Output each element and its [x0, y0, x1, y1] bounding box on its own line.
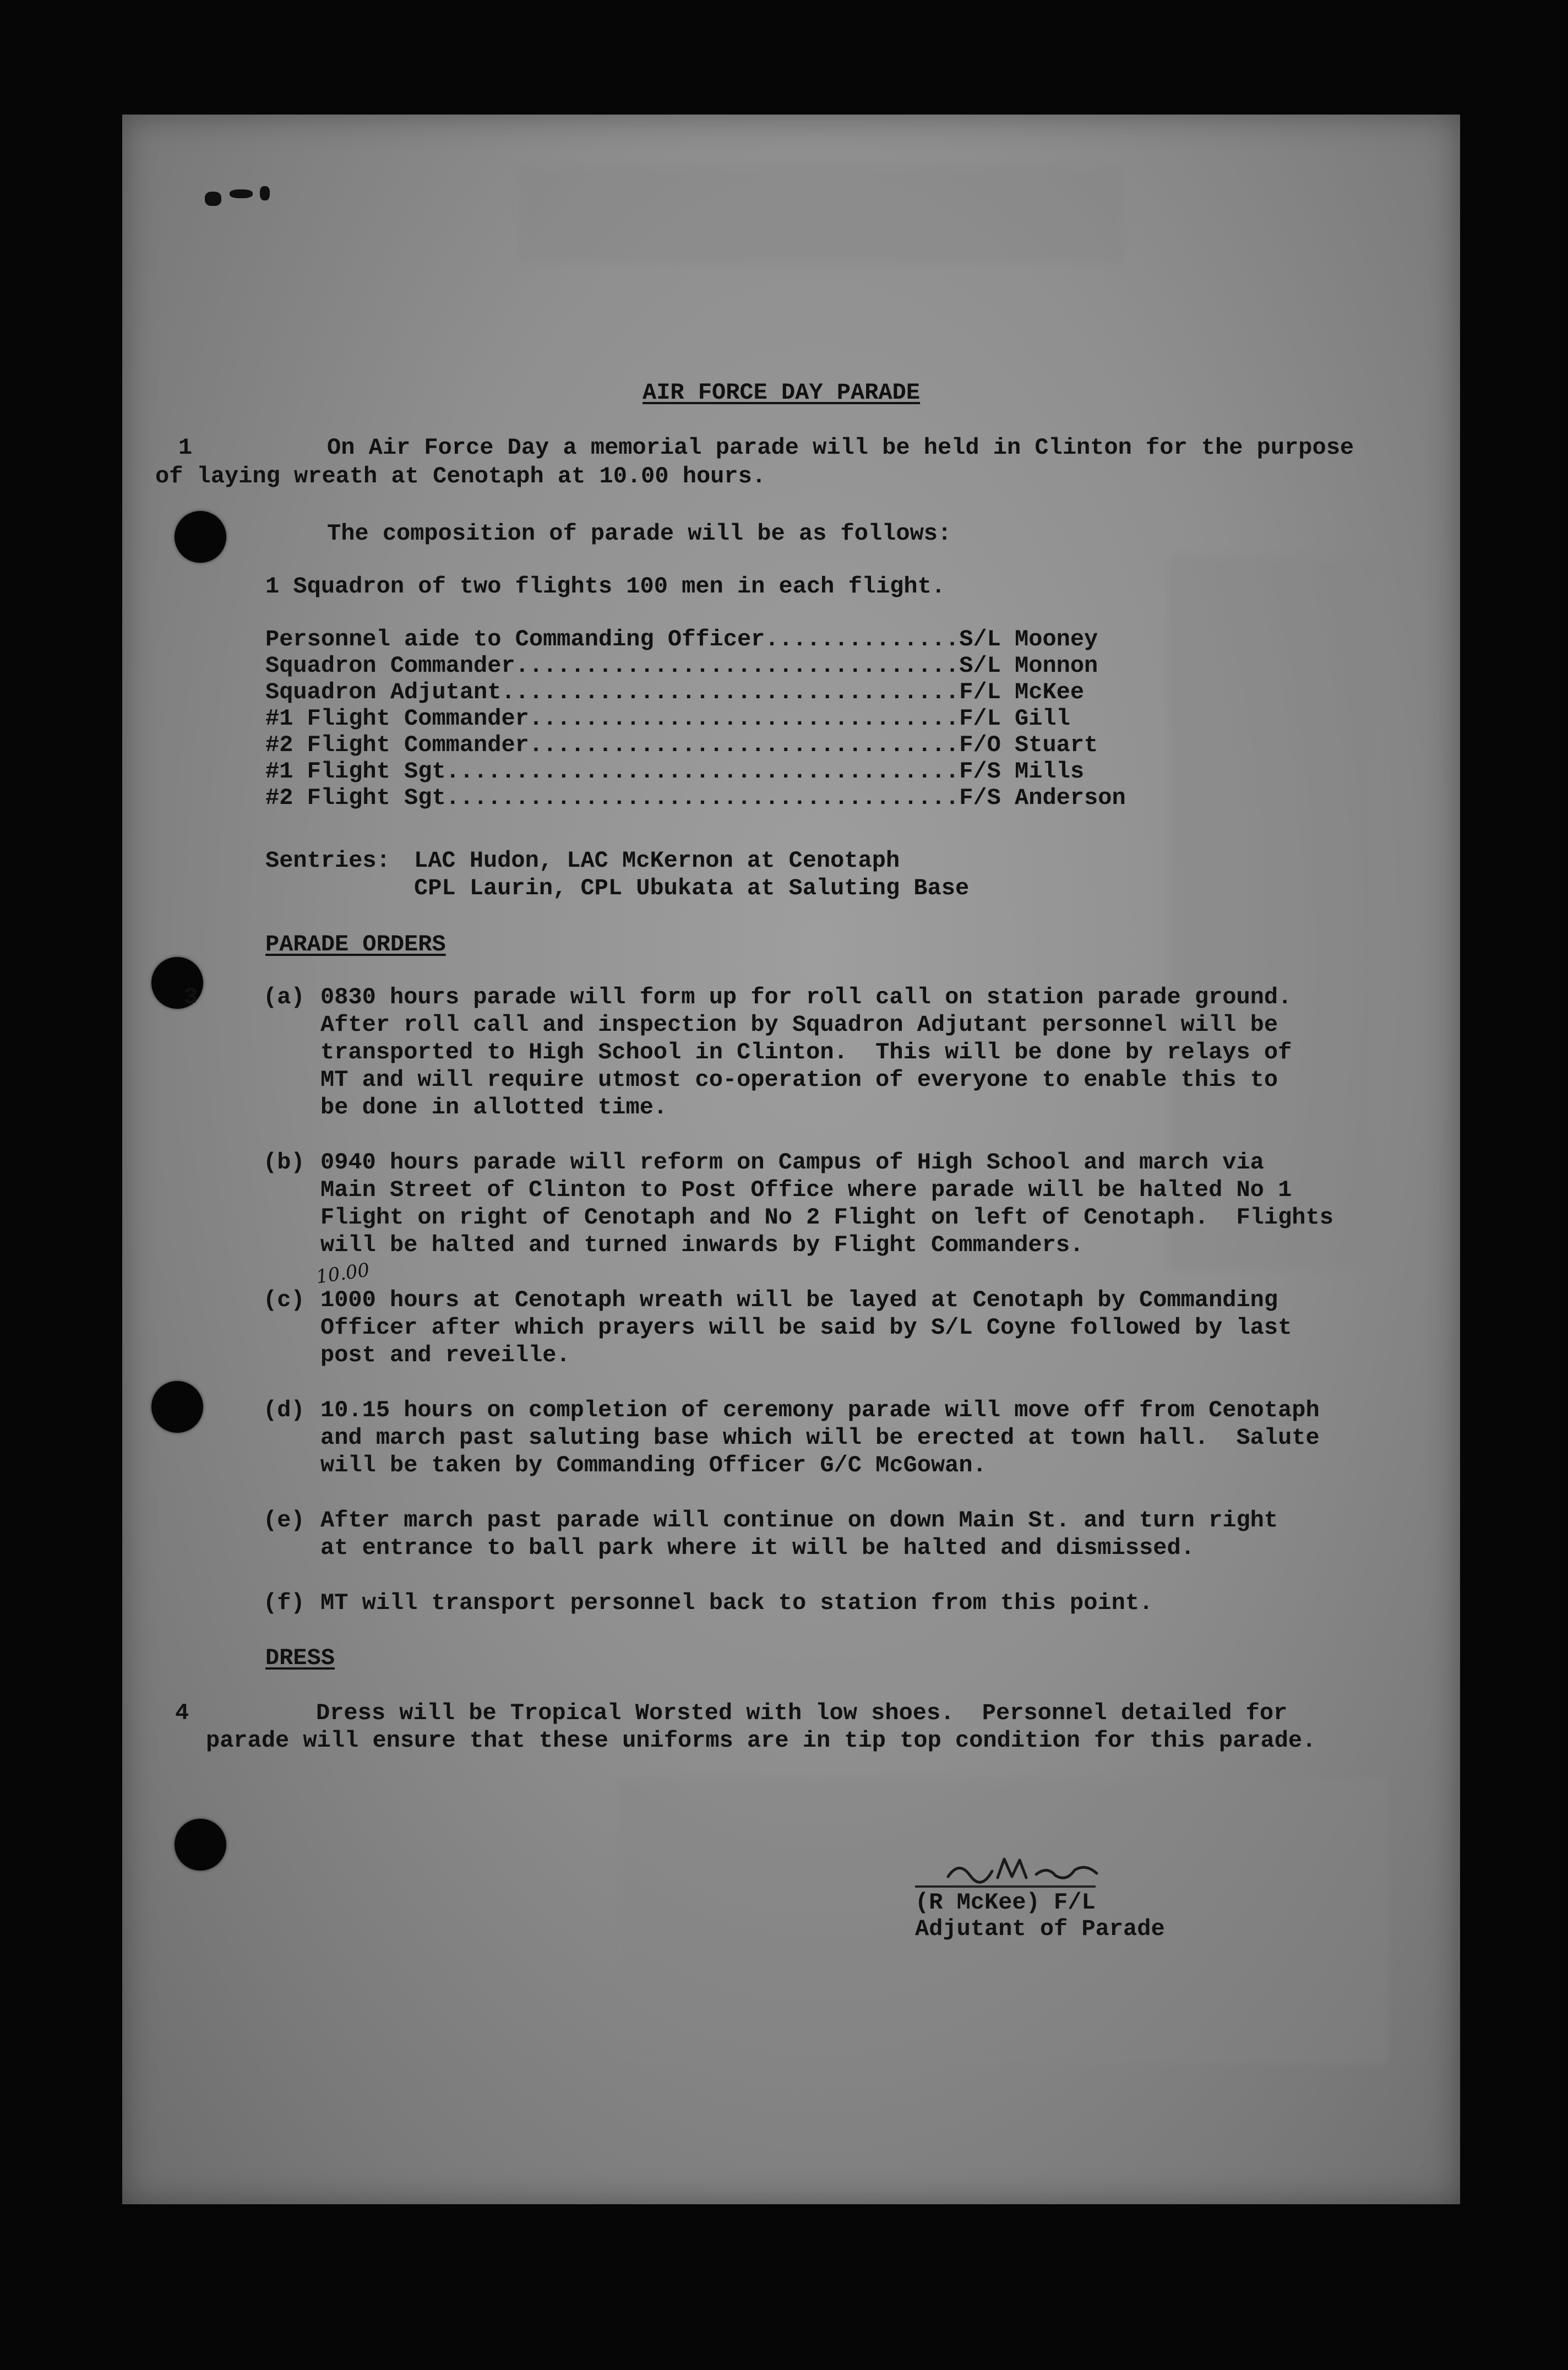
appointment-role: #1 Flight Commander	[265, 705, 529, 732]
appointment-dots: ...............................	[529, 705, 960, 732]
ink-blot	[260, 186, 270, 200]
appointment-row	[265, 678, 1084, 706]
paper-sheet	[122, 115, 1460, 2204]
order-line: at entrance to ball park where it will be halted and dismissed.	[320, 1535, 1195, 1561]
order-line: and march past saluting base which will be erected at town hall. Salute	[320, 1425, 1320, 1451]
parade-orders-heading: PARADE ORDERS	[265, 931, 446, 958]
appointment-name: F/S Mills	[959, 758, 1085, 785]
para4-number: 4	[175, 1700, 189, 1726]
order-line: transported to High School in Clinton. This will be done by relays of	[320, 1039, 1292, 1066]
para4-line2: parade will ensure that these uniforms are in tip top condition for this parade.	[206, 1727, 1316, 1754]
order-line: After roll call and inspection by Squadron Adjutant personnel will be	[320, 1012, 1278, 1038]
appointment-role: Squadron Commander	[265, 653, 515, 679]
appointment-row	[265, 758, 1084, 785]
appointment-role: Personnel aide to Commanding Officer	[265, 626, 765, 653]
order-line: After march past parade will continue on down Main St. and turn right	[320, 1507, 1278, 1534]
order-line: be done in allotted time.	[320, 1094, 668, 1121]
handwritten-correction: 10.00	[314, 1259, 371, 1289]
appointment-dots: .....................................	[445, 785, 960, 811]
ink-blot	[230, 189, 253, 198]
order-line: will be halted and turned inwards by Flight Commanders.	[320, 1232, 1084, 1258]
sentries-line2: CPL Laurin, CPL Ubukata at Saluting Base	[414, 875, 970, 901]
appointment-name: F/L Gill	[959, 705, 1070, 732]
appointment-name: F/S Anderson	[959, 785, 1126, 811]
appointment-row	[265, 784, 1126, 812]
sentries-line1: LAC Hudon, LAC McKernon at Cenotaph	[414, 847, 900, 874]
appointment-role: #2 Flight Commander	[265, 732, 529, 758]
dress-heading: DRESS	[265, 1645, 335, 1671]
order-line: Flight on right of Cenotaph and No 2 Flight on left of Cenotaph. Flights	[320, 1204, 1333, 1231]
order-line: 10.15 hours on completion of ceremony parade will move off from Cenotaph	[320, 1397, 1320, 1423]
appointment-name: S/L Monnon	[959, 653, 1098, 679]
appointment-dots: ................................	[515, 653, 960, 679]
composition-intro: The composition of parade will be as follows:	[327, 520, 952, 547]
signature-title: Adjutant of Parade	[915, 1916, 1165, 1942]
order-letter: (a)	[263, 984, 305, 1010]
order-letter: (e)	[263, 1507, 305, 1534]
appointment-dots: ..............	[765, 626, 960, 653]
para1-number: 1	[178, 434, 193, 461]
appointment-role: #1 Flight Sgt	[265, 758, 446, 785]
punch-hole-lower-middle	[151, 1381, 203, 1433]
document-title: AIR FORCE DAY PARADE	[643, 379, 921, 406]
order-line: post and reveille.	[320, 1342, 570, 1368]
appointment-role: Squadron Adjutant	[265, 679, 502, 705]
order-line: 1000 hours at Cenotaph wreath will be layed at Cenotaph by Commanding	[320, 1287, 1278, 1313]
appointment-role: #2 Flight Sgt	[265, 785, 446, 811]
para1-line1: On Air Force Day a memorial parade will be held in Clinton for the purpose	[327, 434, 1354, 461]
order-line: Officer after which prayers will be said by S/L Coyne followed by last	[320, 1314, 1292, 1341]
appointment-row	[265, 626, 1098, 653]
para1-line2: of laying wreath at Cenotaph at 10.00 hours.	[155, 463, 766, 490]
appointment-name: F/L McKee	[959, 679, 1085, 705]
order-line: MT and will require utmost co-operation of everyone to enable this to	[320, 1067, 1278, 1093]
para4-line1: Dress will be Tropical Worsted with low shoes. Personnel detailed for	[316, 1700, 1288, 1726]
order-line: MT will transport personnel back to station from this point.	[320, 1590, 1153, 1616]
appointment-row	[265, 731, 1098, 759]
appointment-name: S/L Mooney	[959, 626, 1098, 653]
order-line: 0940 hours parade will reform on Campus of High School and march via	[320, 1149, 1264, 1176]
appointment-row	[265, 652, 1098, 680]
order-letter: (f)	[263, 1590, 305, 1616]
order-line: will be taken by Commanding Officer G/C McGowan.	[320, 1452, 987, 1478]
squadron-line: 1 Squadron of two flights 100 men in each flight.	[265, 573, 946, 600]
appointment-dots: .................................	[501, 679, 960, 705]
para3-number: 3	[184, 984, 198, 1010]
appointment-dots: .....................................	[445, 758, 960, 785]
ink-blot	[205, 192, 221, 206]
appointment-dots: ...............................	[529, 732, 960, 758]
order-line: Main Street of Clinton to Post Office where parade will be halted No 1	[320, 1177, 1292, 1203]
order-letter: (b)	[263, 1149, 305, 1176]
appointment-name: F/O Stuart	[959, 732, 1098, 758]
punch-hole-bottom	[175, 1819, 226, 1871]
order-line: 0830 hours parade will form up for roll call on station parade ground.	[320, 984, 1292, 1010]
show-through-top	[519, 164, 1124, 263]
punch-hole-top	[175, 511, 226, 563]
appointment-row	[265, 705, 1070, 732]
signature-name: (R McKee) F/L	[915, 1885, 1096, 1916]
order-letter: (d)	[263, 1397, 305, 1423]
sentries-label: Sentries:	[265, 847, 390, 874]
order-letter: (c)	[263, 1287, 305, 1313]
